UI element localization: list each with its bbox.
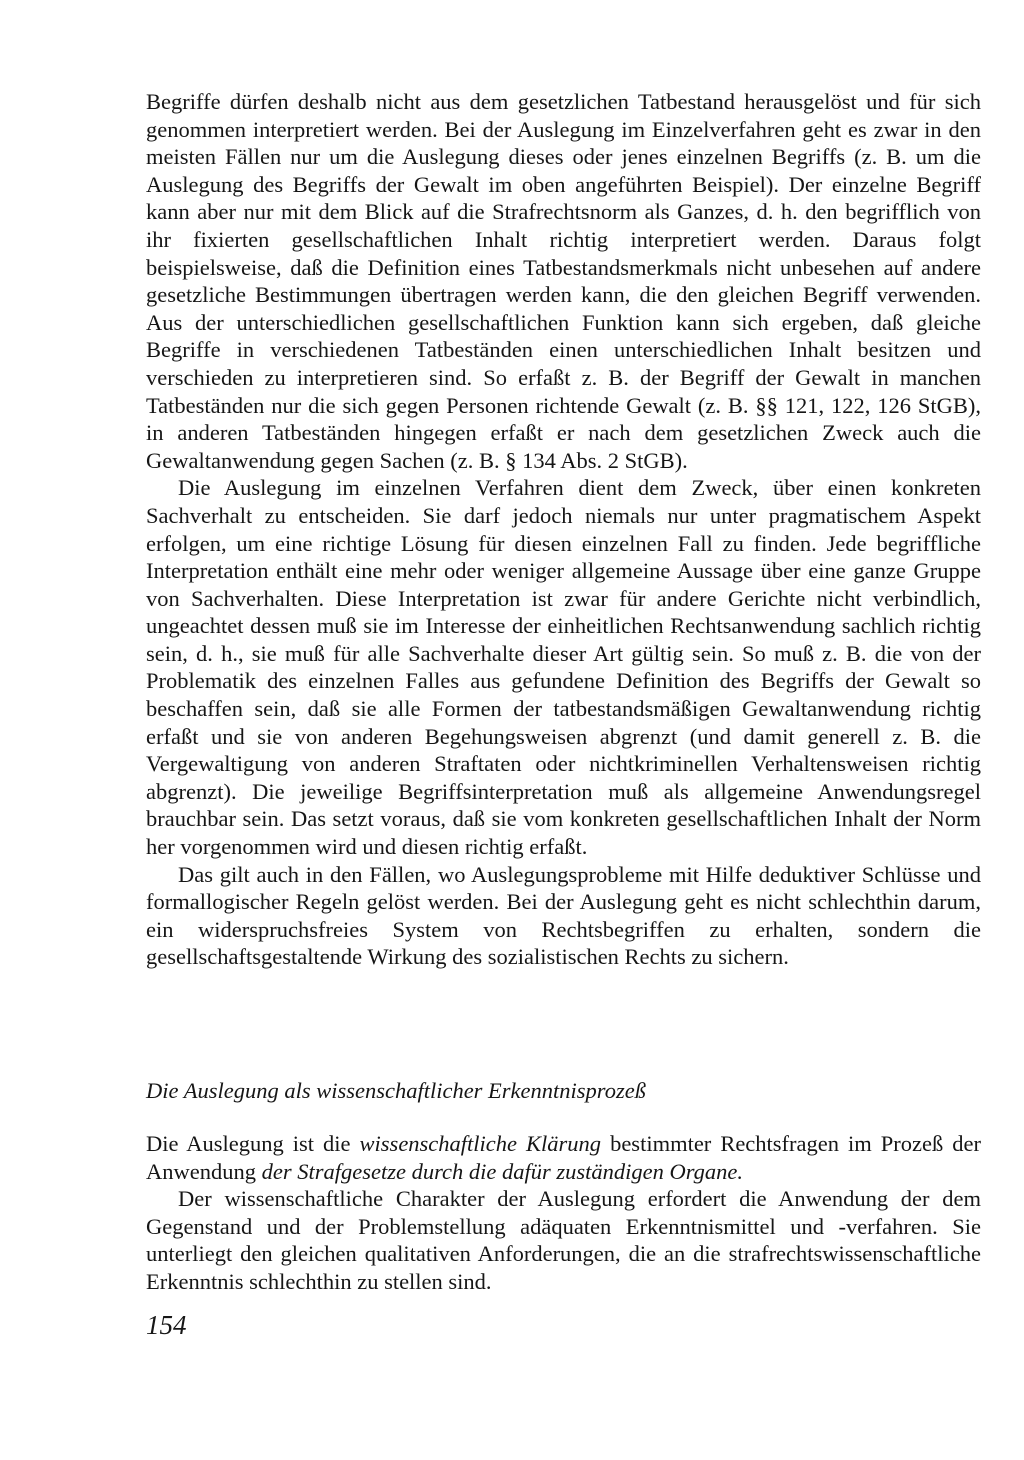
definition-paragraph xyxy=(146,1130,981,1185)
body-text-upper xyxy=(146,88,981,971)
definition-text-1: Die Auslegung ist die xyxy=(146,1131,360,1156)
definition-text-2: bestimmter Rechtsfragen im Prozeß der Anwendung xyxy=(146,1131,982,1184)
paragraph-3: Das gilt auch in den Fällen, wo Auslegungsprobleme mit Hilfe deduktiver Schlüsse und formallogischer Regeln gelöst werden. Bei der Auslegung geht es nicht schlechthin darum, ein widerspruchsfreies System von Rechtsbegriffen zu erhalten, sondern die gesellschaftsgestaltende Wirkung des sozialistischen Rechts zu sichern. xyxy=(146,861,981,970)
paragraph-2: Die Auslegung im einzelnen Verfahren dient dem Zweck, über einen konkreten Sachverhalt zu entscheiden. Sie darf jedoch niemals nur unter pragmatischem Aspekt erfolgen, um eine richtige Lösung für diesen einzelnen Fall zu finden. Jede begriffliche Interpretation enthält eine mehr oder weniger allgemeine Aussage über eine ganze Gruppe von Sachverhalten. Diese Interpretation ist zwar für andere Gerichte nicht verbindlich, ungeachtet dessen muß sie im Interesse der einheitlichen Rechtsanwendung sachlich richtig sein, d. h., sie muß für alle Sachverhalte dieser Art gültig sein. So muß z. B. die von der Problematik des einzelnen Falles aus gefundene Definition des Begriffs der Gewalt so beschaffen sein, daß sie alle Formen der tatbestandsmäßigen Gewaltanwendung richtig erfaßt und sie von anderen Begehungsweisen abgrenzt (und damit generell z. B. die Vergewaltigung von anderen Straftaten oder nichtkriminellen Verhaltensweisen richtig abgrenzt). Die jeweilige Begriffsinterpretation muß als allgemeine Anwendungsregel brauchbar sein. Das setzt voraus, daß sie vom konkreten gesellschaftlichen Inhalt der Norm her vorgenommen wird und diesen richtig erfaßt. xyxy=(146,475,981,860)
body-text-lower xyxy=(146,1130,981,1296)
paragraph-1: Begriffe dürfen deshalb nicht aus dem gesetzlichen Tatbestand herausgelöst und für sich genommen interpretiert werden. Bei der Auslegung im Einzelverfahren geht es zwar in den meisten Fällen nur um die Auslegung dieses oder jenes einzelnen Begriffs (z. B. um die Auslegung des Begriffs der Gewalt im oben angeführten Beispiel). Der einzelne Begriff kann aber nur mit dem Blick auf die Strafrechtsnorm als Ganzes, d. h. den begrifflich von ihr fixierten gesellschaftlichen Inhalt richtig interpretiert werden. Daraus folgt beispielsweise, daß die Definition eines Tatbestandsmerkmals nicht unbesehen auf andere gesetzliche Bestimmungen übertragen werden kann, die den gleichen Begriff verwenden. Aus der unterschiedlichen gesellschaftlichen Funktion kann sich ergeben, daß gleiche Begriffe in verschiedenen Tatbeständen einen unterschiedlichen Inhalt besitzen und verschieden zu interpretieren sind. So erfaßt z. B. der Begriff der Gewalt in manchen Tatbeständen nur die sich gegen Personen richtende Gewalt (z. B. §§ 121, 122, 126 StGB), in anderen Tatbeständen hingegen erfaßt er nach dem gesetzlichen Zweck auch die Gewaltanwendung gegen Sachen (z. B. § 134 Abs. 2 StGB). xyxy=(146,89,981,473)
page-number: 154 xyxy=(146,1310,187,1340)
paragraph-last: Der wissenschaftliche Charakter der Auslegung erfordert die Anwendung der dem Gegenstand und der Problemstellung adäquaten Erkenntnismittel und -verfahren. Sie unterliegt den gleichen qualitativen Anforderungen, die an die strafrechtswissenschaftliche Erkenntnis schlechthin zu stellen sind. xyxy=(146,1186,981,1294)
definition-emphasis-2: der Strafgesetze durch die dafür zuständigen Organe. xyxy=(261,1158,744,1184)
definition-emphasis-1: wissenschaftliche Klärung xyxy=(359,1131,602,1156)
section-heading: Die Auslegung als wissenschaftlicher Erkenntnisprozeß xyxy=(146,1078,646,1103)
